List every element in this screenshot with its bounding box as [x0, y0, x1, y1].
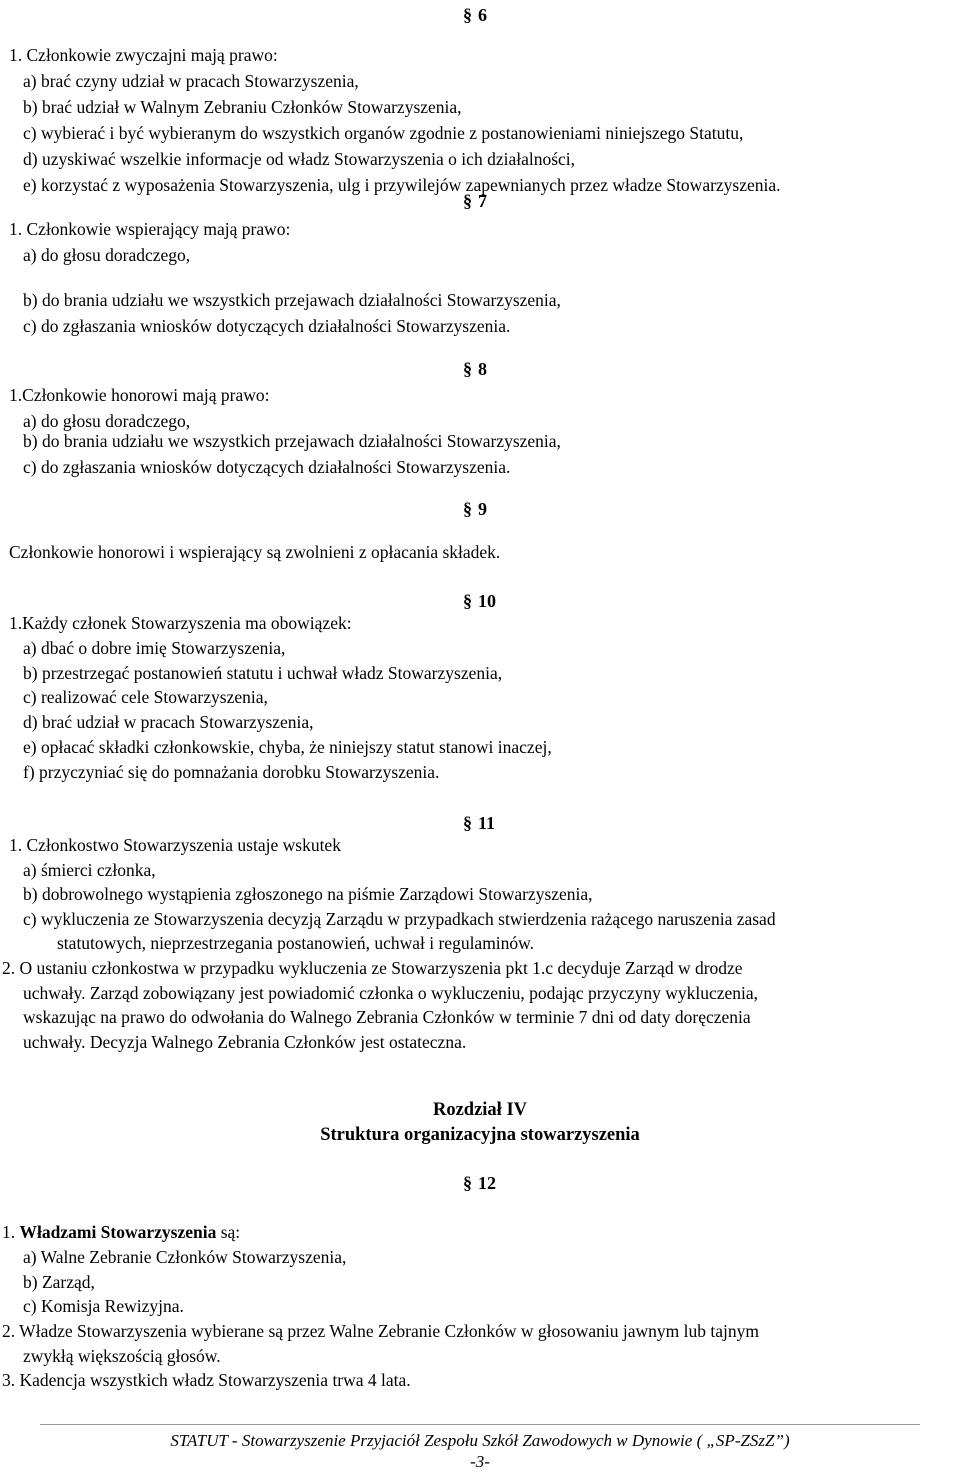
text-line: c) wykluczenia ze Stowarzyszenia decyzją Zarządu w przypadkach stwierdzenia rażącego naruszenia zasad [23, 909, 776, 929]
text-line: 1. Członkowie wspierający mają prawo: [9, 219, 291, 239]
text-line: f) przyczyniać się do pomnażania dorobku Stowarzyszenia. [23, 762, 440, 782]
text-line: a) dbać o dobre imię Stowarzyszenia, [23, 638, 286, 658]
text-line: Członkowie honorowi i wspierający są zwolnieni z opłacania składek. [9, 542, 501, 562]
text-line: a) Walne Zebranie Członków Stowarzyszenia, [23, 1247, 347, 1267]
text-line: zwykłą większością głosów. [23, 1346, 221, 1366]
section-sign: § [463, 813, 472, 833]
text-line: 1.Każdy członek Stowarzyszenia ma obowiązek: [9, 613, 352, 633]
text-line: c) wybierać i być wybieranym do wszystkich organów zgodnie z postanowieniami niniejszego Statutu, [23, 123, 744, 143]
text-line: a) do głosu doradczego, [23, 245, 191, 265]
text-line: a) do głosu doradczego, [23, 411, 191, 431]
bold-text: Władzami Stowarzyszenia [19, 1222, 217, 1242]
text-span: są: [216, 1222, 241, 1242]
text-line: 2. Władze Stowarzyszenia wybierane są przez Walne Zebranie Członków w głosowaniu jawnym lub tajnym [2, 1321, 760, 1341]
text-line: d) brać udział w pracach Stowarzyszenia, [23, 712, 314, 732]
text-line: uchwały. Zarząd zobowiązany jest powiadomić członka o wykluczeniu, podając przyczyny wykluczenia, [23, 983, 759, 1003]
text-line: 1. Członkostwo Stowarzyszenia ustaje wskutek [9, 835, 341, 855]
text-line: b) do brania udziału we wszystkich przejawach działalności Stowarzyszenia, [23, 290, 561, 310]
text-line: c) realizować cele Stowarzyszenia, [23, 687, 268, 707]
text-line: c) do zgłaszania wniosków dotyczących działalności Stowarzyszenia. [23, 457, 511, 477]
text-line: b) brać udział w Walnym Zebraniu Członków Stowarzyszenia, [23, 97, 462, 117]
text-line: c) Komisja Rewizyjna. [23, 1296, 184, 1316]
chapter-subtitle: Struktura organizacyjna stowarzyszenia [320, 1125, 640, 1145]
page-number: -3- [470, 1452, 490, 1471]
paragraph-number: 8 [478, 359, 487, 379]
paragraph-8-heading [463, 358, 487, 380]
text-line: c) do zgłaszania wniosków dotyczących działalności Stowarzyszenia. [23, 316, 511, 336]
text-line: e) korzystać z wyposażenia Stowarzyszenia, ulg i przywilejów zapewnianych przez władze Stowarzyszenia. [23, 175, 781, 195]
paragraph-number: 9 [478, 499, 487, 519]
text-line: 1.Członkowie honorowi mają prawo: [9, 385, 270, 405]
paragraph-number: 7 [478, 191, 487, 211]
paragraph-6-heading [463, 4, 487, 26]
footer-divider [40, 1424, 920, 1425]
text-span: 1. [2, 1222, 20, 1242]
text-line: b) do brania udziału we wszystkich przejawach działalności Stowarzyszenia, [23, 431, 561, 451]
text-line [2, 1221, 240, 1243]
section-sign: § [463, 499, 472, 519]
section-sign: § [463, 5, 472, 25]
paragraph-7-heading [463, 190, 487, 212]
text-line: wskazując na prawo do odwołania do Walnego Zebrania Członków w terminie 7 dni od daty doręczenia [23, 1007, 751, 1027]
text-line: a) brać czyny udział w pracach Stowarzyszenia, [23, 71, 359, 91]
paragraph-number: 6 [478, 5, 487, 25]
text-line: statutowych, nieprzestrzegania postanowień, uchwał i regulaminów. [57, 933, 535, 953]
paragraph-10-heading [463, 590, 496, 612]
text-line: uchwały. Decyzja Walnego Zebrania Członków jest ostateczna. [23, 1032, 467, 1052]
footer-text: STATUT - Stowarzyszenie Przyjaciół Zespołu Szkół Zawodowych w Dynowie ( „SP-ZSzZ”) [170, 1431, 790, 1450]
section-sign: § [463, 359, 472, 379]
text-line: b) przestrzegać postanowień statutu i uchwał władz Stowarzyszenia, [23, 663, 503, 683]
section-sign: § [463, 1173, 472, 1193]
text-line: 3. Kadencja wszystkich władz Stowarzyszenia trwa 4 lata. [2, 1370, 411, 1390]
section-sign: § [463, 191, 472, 211]
text-line: a) śmierci członka, [23, 860, 156, 880]
text-line: e) opłacać składki członkowskie, chyba, że niniejszy statut stanowi inaczej, [23, 737, 552, 757]
text-line: 1. Członkowie zwyczajni mają prawo: [9, 45, 278, 65]
paragraph-11-heading [463, 812, 495, 834]
text-line: b) Zarząd, [23, 1272, 95, 1292]
paragraph-number: 12 [478, 1173, 496, 1193]
paragraph-number: 10 [478, 591, 496, 611]
paragraph-number: 11 [478, 813, 496, 833]
section-sign: § [463, 591, 472, 611]
paragraph-9-heading [463, 498, 487, 520]
chapter-title: Rozdział IV [432, 1100, 528, 1120]
text-line: d) uzyskiwać wszelkie informacje od władz Stowarzyszenia o ich działalności, [23, 149, 576, 169]
text-line: b) dobrowolnego wystąpienia zgłoszonego na piśmie Zarządowi Stowarzyszenia, [23, 884, 593, 904]
paragraph-12-heading [463, 1172, 496, 1194]
text-line: 2. O ustaniu członkostwa w przypadku wykluczenia ze Stowarzyszenia pkt 1.c decyduje Zarząd w drodze [2, 958, 743, 978]
